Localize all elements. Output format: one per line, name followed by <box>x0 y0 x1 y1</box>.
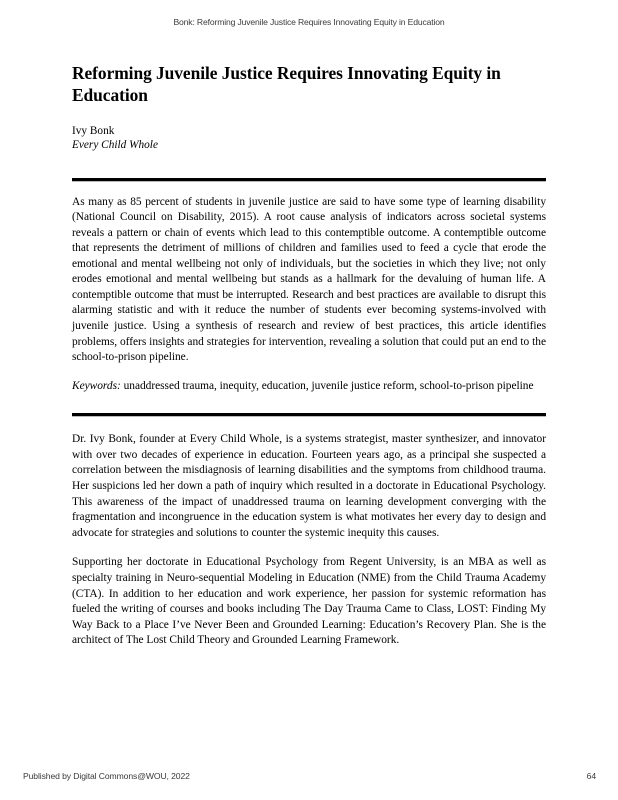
footer-page-number: 64 <box>586 771 596 781</box>
author-name: Ivy Bonk <box>72 125 115 137</box>
running-header: Bonk: Reforming Juvenile Justice Requires Innovating Equity in Education <box>173 17 445 27</box>
keywords-values: unaddressed trauma, inequity, education, juvenile justice reform, school-to-prison pipeline <box>120 379 534 392</box>
author-affiliation: Every Child Whole <box>72 139 158 152</box>
author-biography <box>72 416 546 649</box>
biography-paragraph-1: Dr. Ivy Bonk, founder at Every Child Whole, is a systems strategist, master synthesizer, and innovator with over two decades of experience in education. Fourteen years ago, as a principal she suspected a correlation between the misdiagnosis of learning disabilities and the symptoms from childhood trauma. Her suspicions led her down a path of inquiry which resulted in a doctorate in Educational Psychology. This awareness of the impact of unaddressed trauma on learning development converging with the fragmentation and incongruence in the education system is what motivates her every day to design and advocate for strategies and solutions to counter the systemic inequity this causes. <box>72 433 546 539</box>
article-content-column <box>72 0 546 649</box>
page-title: Reforming Juvenile Justice Requires Innovating Equity in Education <box>72 63 501 105</box>
biography-paragraph-2: Supporting her doctorate in Educational Psychology from Regent University, is an MBA as well as specialty training in Neuro-sequential Modeling in Education (NME) from the Child Trauma Academy (CTA). In addition to her education and work experience, her passion for systemic reformation has fueled the writing of courses and books including The Day Trauma Came to Class, LOST: Finding My Way Back to a Place I’ve Never Been and Grounded Learning: Education’s Recovery Plan. She is the architect of The Lost Child Theory and Grounded Learning Framework. <box>72 556 546 647</box>
byline <box>72 124 546 153</box>
keywords-label: Keywords: <box>72 379 121 392</box>
page-footer <box>0 771 618 785</box>
keywords-line <box>72 366 546 395</box>
footer-publisher: Published by Digital Commons@WOU, 2022 <box>23 771 190 781</box>
abstract-paragraph: As many as 85 percent of students in juvenile justice are said to have some type of learning disability (National Council on Disability, 2015). A root cause analysis of indicators across societal systems reveals a pattern or chain of events which lead to this contemptible outcome. A contemptible outcome that represents the detriment of millions of children and families used to feed a cycle that erode the emotional and mental wellbeing not only of individuals, but the societies in which they live; not only erodes emotional and mental wellbeing but stands as a hallmark for the devaluing of human life. A contemptible outcome that must be interrupted. Research and best practices are available to disrupt this alarming statistic and with it reduce the number of students ever becoming systems-involved with juvenile justice. Using a synthesis of research and review of best practices, this article identifies problems, offers insights and strategies for intervention, revealing a solution that could put an end to the school-to-prison pipeline. <box>72 195 546 364</box>
